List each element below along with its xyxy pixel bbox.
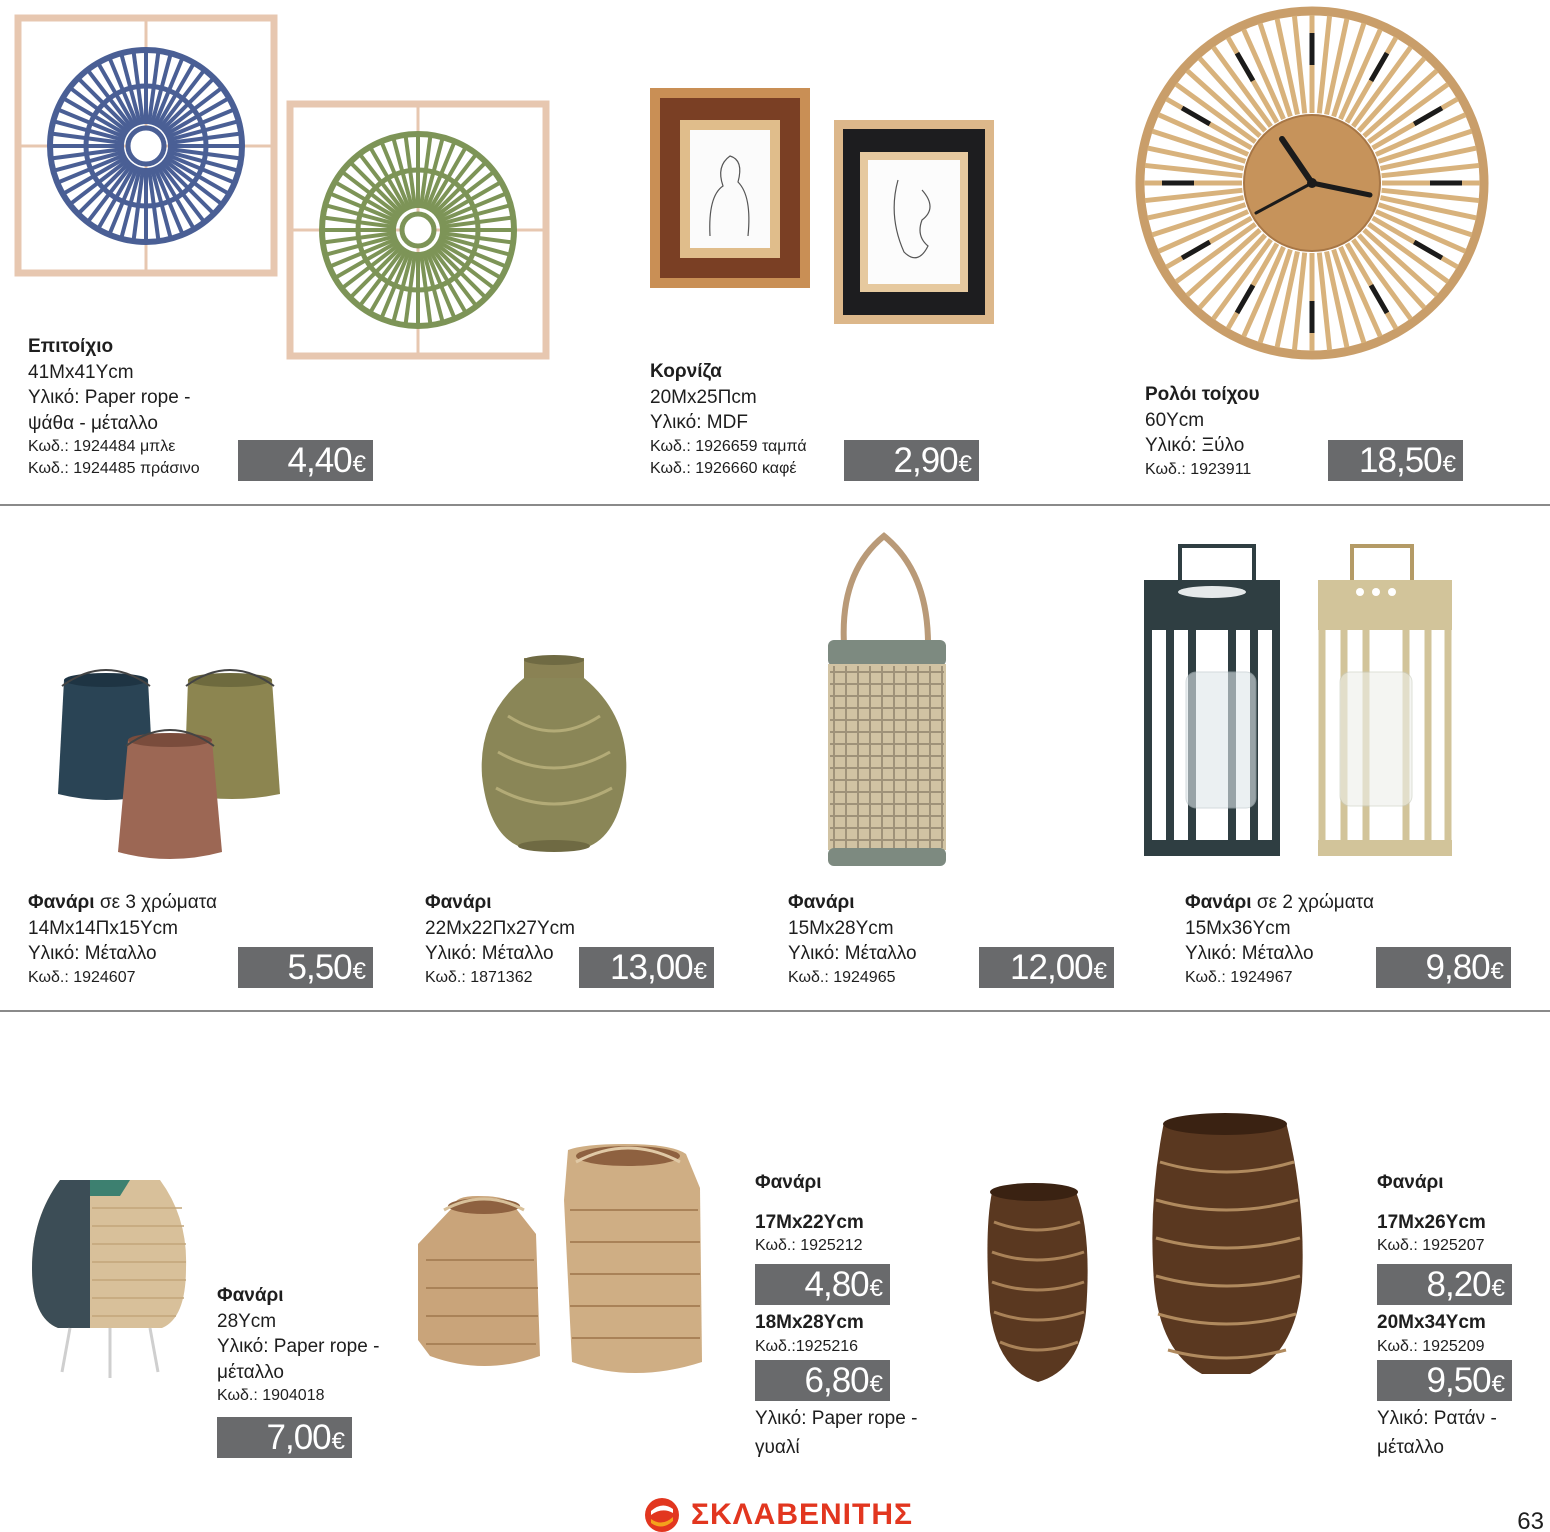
lanterns-paper-rope-pair-image (414, 1140, 704, 1384)
variant-info (1377, 1310, 1486, 1358)
product-title: Φανάρι σε 3 χρώματα (28, 892, 217, 913)
euro-sign: € (958, 451, 971, 478)
euro-sign: € (352, 958, 365, 985)
row-divider (0, 1010, 1550, 1012)
product-info-lantern-stool (217, 1283, 379, 1407)
lantern-paper-rope-image (30, 1178, 190, 1384)
euro-sign: € (869, 1371, 882, 1398)
product-title: Φανάρι σε 2 χρώματα (1185, 892, 1374, 913)
product-title: Φανάρι (425, 892, 492, 913)
euro-sign: € (693, 958, 706, 985)
product-material: Υλικό: Ξύλο (1145, 435, 1245, 456)
product-size: 60Ycm (1145, 409, 1205, 431)
variant-size: 17Mx22Ycm (755, 1211, 864, 1233)
page-number: 63 (1517, 1508, 1544, 1532)
product-info-lantern-2colors (1185, 890, 1374, 989)
row-divider (0, 504, 1550, 506)
brand-name: ΣΚΛΑΒΕΝΙΤΗΣ (691, 1498, 914, 1531)
product-material: Υλικό: Μέταλλο (788, 943, 917, 964)
product-material-cont: μέταλλο (1377, 1437, 1444, 1458)
price-tag: 9,50€ (1377, 1360, 1512, 1401)
price-tag: 4,80€ (755, 1264, 890, 1305)
product-info-clock (1145, 382, 1260, 481)
product-code: Κωδ.: 1924484 μπλε (28, 438, 176, 455)
lanterns-two-colors-image (1140, 540, 1456, 860)
product-size: 15Mx36Ycm (1185, 917, 1291, 939)
product-info-frame (650, 359, 807, 480)
price-tag: 6,80€ (755, 1360, 890, 1401)
product-code: Κωδ.: 1871362 (425, 968, 533, 986)
product-material: Υλικό: Μέταλλο (425, 943, 554, 964)
wall-clock-image (1132, 8, 1492, 358)
product-code: Κωδ.: 1926659 ταμπά (650, 437, 807, 455)
photo-frames-image (648, 86, 998, 326)
product-info-lantern-3colors (28, 890, 217, 989)
product-code: Κωδ.: 1924967 (1185, 968, 1293, 986)
product-code: Κωδ.: 1924607 (28, 968, 136, 986)
product-material-cont: ψάθα - μέταλλο (28, 412, 158, 434)
variant-size: 17Mx26Ycm (1377, 1211, 1486, 1233)
euro-sign: € (1491, 1275, 1504, 1302)
product-title: Ρολόι τοίχου (1145, 384, 1260, 405)
product-size: 41Mx41Ycm (28, 361, 134, 383)
brand-mark-icon (643, 1497, 681, 1532)
lantern-brass-image (478, 656, 630, 856)
product-title: Κορνίζα (650, 361, 722, 382)
price-tag: 9,80€ (1376, 947, 1511, 988)
wall-decor-image (14, 14, 554, 364)
product-info-lantern-rattan (1377, 1170, 1486, 1257)
product-material-info (755, 1404, 917, 1462)
product-material: Υλικό: Paper rope - (217, 1336, 380, 1357)
product-size: 22Mx22Πx27Ycm (425, 917, 575, 939)
product-material: Υλικό: Μέταλλο (1185, 943, 1314, 964)
product-material: Υλικό: Paper rope - (755, 1408, 918, 1429)
product-title: Φανάρι (217, 1285, 284, 1306)
product-info-lantern-rope-glass (755, 1170, 864, 1257)
euro-sign: € (331, 1428, 344, 1455)
product-info-wall-decor (28, 334, 200, 480)
variant-code: Κωδ.: 1925207 (1377, 1237, 1485, 1254)
product-size: 15Mx28Ycm (788, 917, 894, 939)
price-tag: 13,00€ (579, 947, 714, 988)
product-material: Υλικό: Ρατάν - (1377, 1408, 1497, 1429)
variant-info (755, 1310, 864, 1358)
variant-code: Κωδ.: 1925209 (1377, 1337, 1485, 1355)
product-code: Κωδ.: 1924485 πράσινο (28, 460, 200, 477)
product-code: Κωδ.: 1923911 (1145, 460, 1252, 478)
product-title: Φανάρι (788, 892, 855, 913)
euro-sign: € (1490, 958, 1503, 985)
euro-sign: € (869, 1275, 882, 1302)
product-size: 14Mx14Πx15Ycm (28, 917, 178, 939)
product-code: Κωδ.: 1924965 (788, 968, 896, 986)
product-title: Φανάρι (1377, 1172, 1444, 1193)
product-material: Υλικό: Paper rope - (28, 387, 191, 408)
variant-code: Κωδ.:1925216 (755, 1337, 859, 1355)
price-tag: 7,00€ (217, 1417, 352, 1458)
product-material: Υλικό: Μέταλλο (28, 943, 157, 964)
price-tag: 5,50€ (238, 947, 373, 988)
price-tag: 4,40€ (238, 440, 373, 481)
price-tag: 18,50€ (1328, 440, 1463, 481)
product-material-info (1377, 1404, 1497, 1462)
product-size: 28Ycm (217, 1310, 277, 1332)
euro-sign: € (1491, 1371, 1504, 1398)
product-code: Κωδ.: 1926660 καφέ (650, 459, 797, 477)
euro-sign: € (352, 451, 365, 478)
variant-code: Κωδ.: 1925212 (755, 1237, 863, 1254)
product-material-cont: γυαλί (755, 1437, 800, 1458)
price-tag: 8,20€ (1377, 1264, 1512, 1305)
product-code: Κωδ.: 1904018 (217, 1387, 325, 1404)
product-size: 20Mx25Πcm (650, 386, 757, 408)
product-info-lantern-tall (788, 890, 917, 989)
product-info-lantern-brass (425, 890, 575, 989)
price-tag: 2,90€ (844, 440, 979, 481)
product-material: Υλικό: MDF (650, 412, 748, 433)
price-tag: 12,00€ (979, 947, 1114, 988)
variant-size: 18Mx28Ycm (755, 1312, 864, 1333)
lanterns-rattan-pair-image (980, 1112, 1310, 1392)
lantern-tall-rope-image (824, 532, 950, 868)
product-material-cont: μέταλλο (217, 1361, 284, 1383)
brand-logo (643, 1495, 913, 1532)
product-title: Φανάρι (755, 1172, 822, 1193)
product-title: Επιτοίχιο (28, 336, 114, 357)
euro-sign: € (1093, 958, 1106, 985)
euro-sign: € (1442, 451, 1455, 478)
variant-size: 20Mx34Ycm (1377, 1312, 1486, 1333)
lanterns-three-colors-image (54, 668, 288, 864)
